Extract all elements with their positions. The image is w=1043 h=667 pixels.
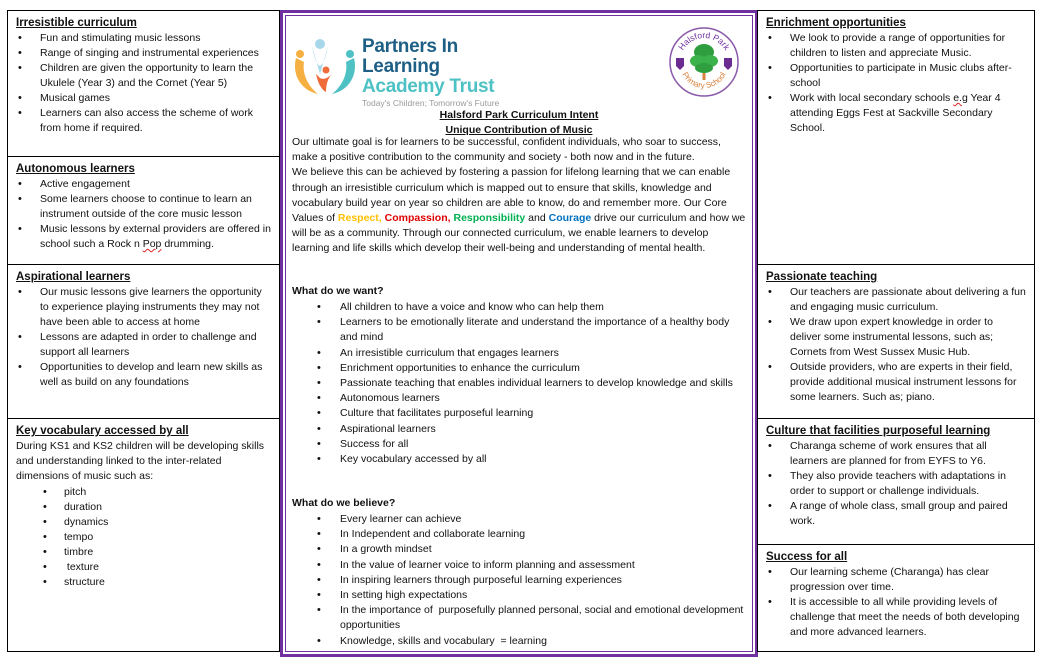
list-item: • They also provide teachers with adaptations in order to support or challenge individuals. (766, 469, 1026, 499)
school-name-bottom: Primary School (680, 70, 728, 91)
list-item: • Learners to be emotionally literate and understand the importance of a healthy body and mind (292, 315, 746, 345)
list-item: • In a growth mindset (292, 542, 746, 557)
list-item: • Children are given the opportunity to learn the Ukulele (Year 3) and the Cornet (Year 5) (16, 61, 271, 91)
section-title: Irresistible curriculum (16, 17, 137, 29)
core-value-compassion: Compassion, (384, 212, 451, 225)
section-title: Enrichment opportunities (766, 17, 906, 29)
list-item: • Lessons are adapted in order to challenge and support all learners (16, 330, 271, 360)
core-value-respect: Respect, (337, 212, 382, 225)
list-item: • Learners can also access the scheme of work from home if required. (16, 106, 271, 136)
trust-name-line2: Academy Trust (362, 76, 495, 97)
section-passionate-teaching (758, 264, 1034, 418)
want-heading: What do we want? (292, 285, 384, 297)
list-item: • Some learners choose to continue to learn an instrument outside of the core music lesson (16, 192, 271, 222)
list-item: • Success for all (292, 437, 746, 452)
believe-heading: What do we believe? (292, 497, 396, 509)
trust-logo-figures-icon (290, 34, 360, 96)
list-item: • Musical games (16, 91, 271, 106)
list-item: • dynamics (16, 515, 271, 530)
text-fragment: Work with local secondary schools (790, 92, 954, 104)
list-item (766, 91, 1026, 136)
list-item: • Every learner can achieve (292, 512, 746, 527)
center-panel (280, 10, 758, 657)
list-item: • Outside providers, who are experts in their field, provide additional musical instrument lessons for some learners. Such as; piano. (766, 360, 1026, 405)
list-item: • An irresistible curriculum that engages learners (292, 346, 746, 361)
list-item: • Opportunities to participate in Music clubs after-school (766, 61, 1026, 91)
text-fragment: Music lessons by external providers are offered in school such a Rock n (40, 223, 271, 250)
list-item: • Opportunities to develop and learn new skills as well as build on any foundations (16, 360, 271, 390)
list-item: • Enrichment opportunities to enhance the curriculum (292, 361, 746, 376)
list-item: • Culture that facilitates purposeful learning (292, 406, 746, 421)
section-title: Success for all (766, 551, 848, 563)
list-item: • Key vocabulary accessed by all (292, 452, 746, 467)
list-item: • We look to provide a range of opportunities for children to listen and appreciate Music. (766, 31, 1026, 61)
list-item: • In the importance of purposefully planned personal, social and emotional development opportunities (292, 603, 746, 633)
list-item: • Knowledge, skills and vocabulary = learning (292, 634, 746, 649)
intro-text: drive our curriculum and how we will be as a community. Through our connected curriculum, we enable learners to develop learning and life skills which develop their well-being and understanding of mental health. (292, 212, 746, 255)
section-intro: During KS1 and KS2 children will be developing skills and understanding linked to the inter-related dimensions of music such as: (16, 440, 265, 483)
section-culture-purposeful-learning (758, 418, 1034, 544)
text-fragment: drumming. (161, 238, 214, 250)
school-logo (668, 26, 740, 98)
school-name-top: Halsford Park (676, 29, 732, 52)
section-success-for-all (758, 544, 1034, 651)
list-item: • Our learning scheme (Charanga) has clear progression over time. (766, 565, 1026, 595)
list-item: • texture (16, 560, 271, 575)
document-title: Halsford Park Curriculum Intent (439, 109, 599, 121)
list-item: • Our teachers are passionate about delivering a fun and engaging music curriculum. (766, 285, 1026, 315)
section-title: Passionate teaching (766, 271, 878, 283)
text-fragment: Year 4 attending Eggs Fest at Sackville Secondary School. (790, 92, 1001, 134)
list-item: • In Independent and collaborate learning (292, 527, 746, 542)
list-item (16, 222, 271, 252)
list-item: • All children to have a voice and know who can help them (292, 300, 746, 315)
want-section (292, 284, 746, 467)
intro-paragraph-2 (292, 165, 746, 256)
list-item: • We draw upon expert knowledge in order to deliver some instrumental lessons, such as; Cornets from West Sussex Music Hub. (766, 315, 1026, 360)
list-item: • It is accessible to all while providing levels of challenge that meet the needs of both developing and more advanced learners. (766, 595, 1026, 640)
list-item: • duration (16, 500, 271, 515)
trust-logo (290, 34, 510, 108)
section-key-vocabulary (8, 418, 279, 651)
section-title: Culture that facilities purposeful learning (766, 425, 991, 437)
section-title: Key vocabulary accessed by all (16, 425, 189, 437)
believe-section (292, 496, 746, 649)
document-subtitle: Unique Contribution of Music (445, 123, 593, 136)
section-autonomous-learners (8, 156, 279, 264)
list-item: • A range of whole class, small group and paired work. (766, 499, 1026, 529)
list-item: • In the value of learner voice to inform planning and assessment (292, 558, 746, 573)
section-irresistible-curriculum (8, 11, 279, 156)
list-item: • Autonomous learners (292, 391, 746, 406)
list-item: • Aspirational learners (292, 422, 746, 437)
section-aspirational-learners (8, 264, 279, 418)
list-item: • Active engagement (16, 177, 271, 192)
right-column (757, 10, 1035, 652)
intro-text: We believe this can be achieved by fostering a passion for lifelong learning that we can enable through an irresistible curriculum which is mapped out to ensure that skills, knowledge and vocabulary build year on year so children are able to know, do and remember more. Our Core Values of (292, 166, 731, 225)
section-enrichment-opportunities (758, 11, 1034, 264)
list-item: • Range of singing and instrumental experiences (16, 46, 271, 61)
section-title: Aspirational learners (16, 271, 131, 283)
list-item: • timbre (16, 545, 271, 560)
list-item: • Our music lessons give learners the opportunity to experience playing instruments they may not have been able to access at home (16, 285, 271, 330)
spellcheck-word: e.g (953, 92, 968, 104)
conjunction: and (525, 212, 549, 225)
list-item: • Charanga scheme of work ensures that all learners are planned for from EYFS to Y6. (766, 439, 1026, 469)
list-item: • In inspiring learners through purposeful learning experiences (292, 573, 746, 588)
list-item: • Fun and stimulating music lessons (16, 31, 271, 46)
list-item: • tempo (16, 530, 271, 545)
trust-name-line1: Partners In Learning (362, 36, 458, 77)
core-value-courage: Courage (548, 212, 592, 225)
list-item: • pitch (16, 485, 271, 500)
intro-paragraph-1: Our ultimate goal is for learners to be successful, confident individuals, who soar to success, make a positive contribution to the community and society - both now and in the future. (292, 136, 721, 164)
trust-tagline: Today's Children; Tomorrow's Future (362, 98, 500, 108)
list-item: • In setting high expectations (292, 588, 746, 603)
core-value-responsibility: Responsibility (453, 212, 526, 225)
school-crest-icon (668, 26, 740, 98)
list-item: • structure (16, 575, 271, 590)
center-inner-frame (285, 15, 753, 652)
section-title: Autonomous learners (16, 163, 135, 175)
left-column (7, 10, 280, 652)
list-item: • Passionate teaching that enables individual learners to develop knowledge and skills (292, 376, 746, 391)
intent-intro (292, 135, 746, 257)
spellcheck-word: Pop (142, 238, 162, 250)
